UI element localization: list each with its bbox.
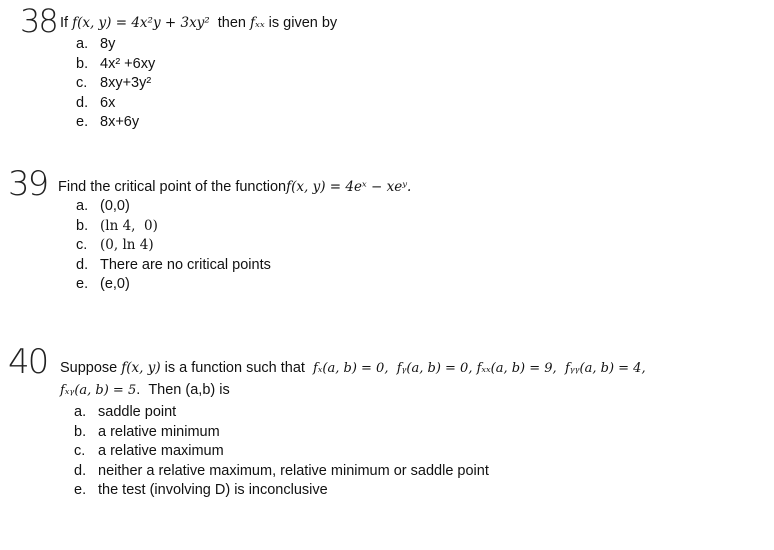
option-b: b. 4x² +6xy bbox=[76, 55, 156, 72]
option-c: c. 8xy+3y² bbox=[76, 75, 152, 91]
options-list bbox=[76, 35, 155, 133]
question-number: 38 bbox=[20, 2, 57, 40]
derivative-symbol: fₓₓ bbox=[250, 15, 265, 31]
question-number: 40 bbox=[8, 342, 48, 382]
options-list bbox=[76, 197, 271, 295]
function-expression: f(x, y) = 4x²y + 3xy² bbox=[72, 15, 210, 31]
stem-prefix: Suppose bbox=[60, 360, 122, 376]
question-stem bbox=[58, 178, 411, 196]
option-c: c. a relative maximum bbox=[74, 443, 224, 459]
option-a: a. (0,0) bbox=[76, 198, 130, 214]
question-stem-line-1 bbox=[60, 359, 646, 378]
option-a: a. 8y bbox=[76, 36, 116, 52]
stem-prefix: Find the critical point of the function bbox=[58, 179, 287, 195]
options-list bbox=[74, 403, 489, 501]
stem-mid: then bbox=[209, 15, 251, 31]
stem-mid: is a function such that bbox=[160, 360, 313, 376]
stem-suffix: . Then (a,b) is bbox=[136, 382, 230, 398]
conditions-line-1: fₓ(a, b) = 0, fᵧ(a, b) = 0, fₓₓ(a, b) = 9, fᵧᵧ(a, b) = 4, bbox=[312, 361, 646, 376]
option-b: b. (ln 4, 0) bbox=[76, 217, 158, 234]
option-e: e. (e,0) bbox=[76, 276, 130, 292]
option-e: e. 8x+6y bbox=[76, 114, 140, 130]
stem-prefix: If bbox=[60, 15, 73, 31]
conditions-line-2: fₓᵧ(a, b) = 5 bbox=[60, 383, 137, 398]
question-stem-line-2 bbox=[60, 381, 230, 400]
question-stem bbox=[60, 14, 337, 32]
option-d: d. 6x bbox=[76, 94, 116, 111]
stem-suffix: is given by bbox=[264, 15, 338, 31]
option-e: e. the test (involving D) is inconclusive bbox=[74, 482, 328, 498]
option-c: c. (0, ln 4) bbox=[76, 237, 154, 253]
function-expression: f(x, y) bbox=[121, 360, 161, 376]
question-number: 39 bbox=[8, 164, 48, 204]
option-b: b. a relative minimum bbox=[74, 423, 220, 440]
function-expression: f(x, y) = 4eˣ − xeʸ. bbox=[286, 179, 412, 195]
option-d: d. There are no critical points bbox=[76, 256, 271, 273]
option-d: d. neither a relative maximum, relative minimum or saddle point bbox=[74, 462, 489, 479]
option-a: a. saddle point bbox=[74, 404, 177, 420]
